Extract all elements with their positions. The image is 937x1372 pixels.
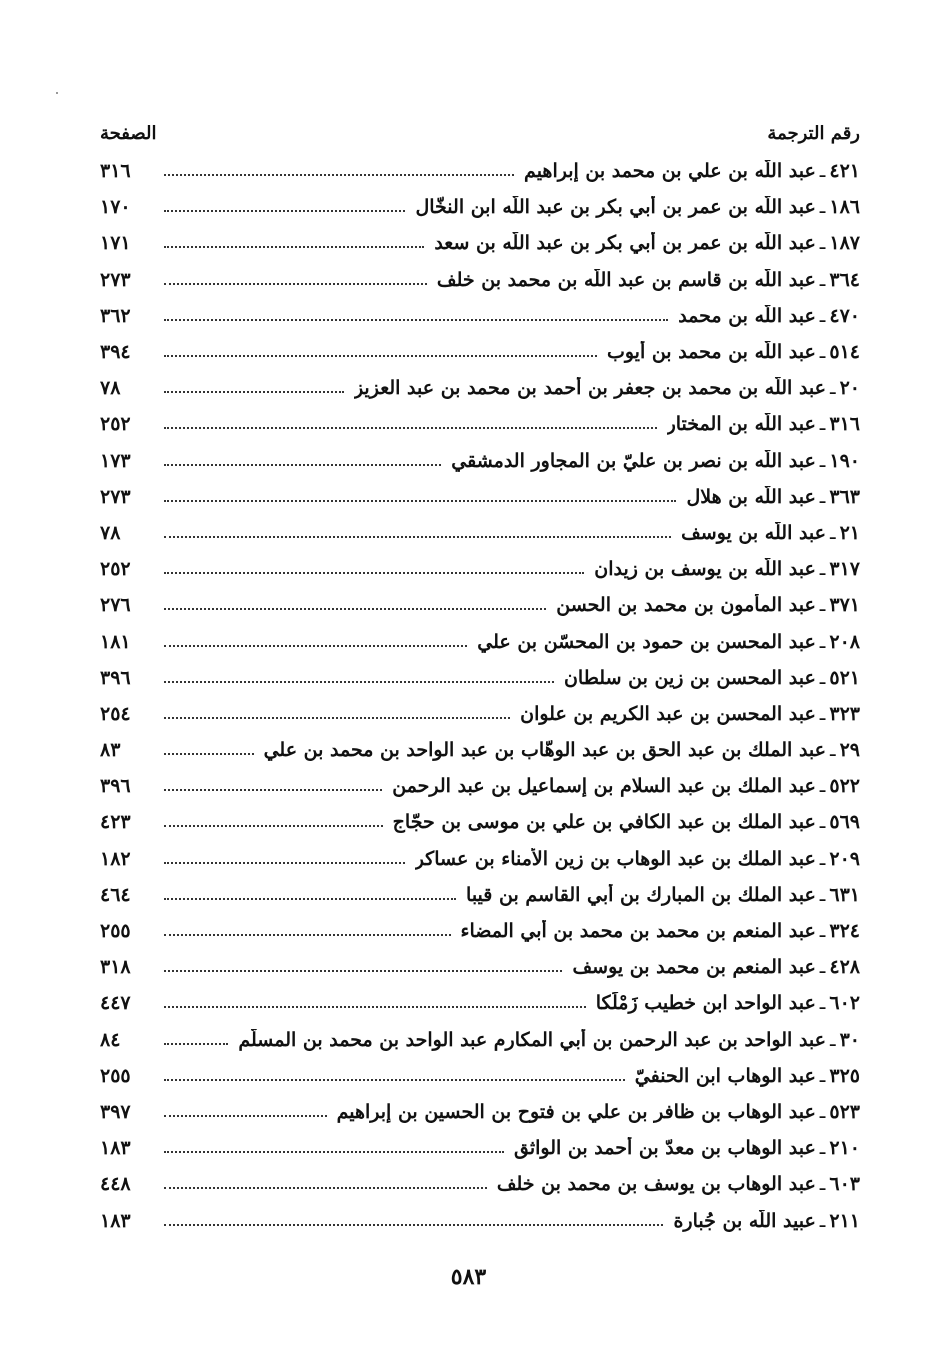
dot-leader [164,427,657,429]
entry-number: ٢١٠ [829,1137,860,1160]
entry-name: عبد الملك بن عبد الحق بن عبد الوهّاب بن عبد الواحد بن محمد بن علي [263,739,826,762]
entry-name: عبد اللَّه بن محمد [678,304,816,327]
dot-leader [164,645,467,647]
entry-number: ٤٢١ [829,160,860,183]
entry-separator: ـ [819,485,826,508]
dot-leader [164,355,597,357]
entry-number: ٢١ [839,521,860,544]
entry-number: ٦٠٣ [829,1173,860,1196]
index-header [100,120,860,146]
entry-name: عبد الوهاب بن معدّ بن أحمد بن الواثق [514,1137,816,1160]
index-entry-row [100,768,860,804]
entry-page-number: ٨٣ [100,739,121,762]
entry-separator: ـ [819,630,826,653]
entry-number: ٥٦٩ [829,811,860,834]
index-entry-row [100,985,860,1021]
entry-separator: ـ [819,702,826,725]
index-entry-row [100,1094,860,1130]
entry-name: عبد المنعم بن محمد بن يوسف [572,956,816,979]
entry-number: ٣٢٥ [829,1064,860,1087]
entry-separator: ـ [819,594,826,617]
entry-separator: ـ [819,1064,826,1087]
dot-leader [164,717,510,719]
entry-page-number: ١٨٣ [100,1137,131,1160]
entry-page-number: ٧٨ [100,521,121,544]
dot-leader [164,970,562,972]
dot-leader [164,500,676,502]
entry-separator: ـ [819,920,826,943]
dot-leader [164,789,382,791]
entry-separator: ـ [819,1100,826,1123]
entry-separator: ـ [819,666,826,689]
entry-separator: ـ [819,232,826,255]
dot-leader [164,1043,228,1045]
entry-page-number: ٢٥٥ [100,920,131,943]
entry-number: ٣١٦ [829,413,860,436]
index-entry-row [100,877,860,913]
dot-leader [164,283,427,285]
entry-name: عبد اللَّه بن علي بن محمد بن إبراهيم [524,160,816,183]
entry-number: ٣٧١ [829,594,860,617]
entry-name: عبد اللَّه بن يوسف [681,521,826,544]
index-entry-row [100,189,860,225]
entry-number: ٥٢٣ [829,1100,860,1123]
entry-separator: ـ [819,775,826,798]
entry-page-number: ٤٦٤ [100,883,131,906]
entry-page-number: ٣٦٢ [100,304,131,327]
dot-leader [164,210,405,212]
dot-leader [164,464,441,466]
entry-name: عبد الملك بن عبد الوهاب بن زين الأمناء بن عساكر [414,847,816,870]
index-entry-row [100,515,860,551]
entry-name: عبد المنعم بن محمد بن محمد بن أبي المضاء [460,920,816,943]
entry-name: عبد الوهاب بن ظافر بن علي بن فتوح بن الحسين بن إبراهيم [336,1100,816,1123]
entry-page-number: ١٧٠ [100,196,131,219]
entry-separator: ـ [819,196,826,219]
entry-page-number: ١٨٣ [100,1209,131,1232]
entry-page-number: ٨٤ [100,1028,121,1051]
entry-number: ٣١٧ [829,558,860,581]
dot-leader [164,898,456,900]
index-entry-row [100,804,860,840]
entry-number: ١٩٠ [829,449,860,472]
entry-number: ٦٠٢ [829,992,860,1015]
entry-separator: ـ [830,1028,836,1051]
entry-separator: ـ [830,377,836,400]
entry-number: ٢٠٨ [829,630,860,653]
entry-separator: ـ [819,992,826,1015]
entry-name: عبد الملك بن عبد الكافي بن علي بن موسى بن حجّاج [392,811,816,834]
entry-number: ١٨٦ [829,196,860,219]
index-entry-row [100,406,860,442]
entry-name: عبد المحسن بن زين بن سلطان [563,666,816,689]
index-entry-row [100,913,860,949]
entry-name: عبد المحسن بن عبد الكريم بن علوان [520,702,816,725]
entry-number: ٢٠ [839,377,860,400]
scan-speck [56,92,58,94]
entry-number: ١٨٧ [829,232,860,255]
entry-name: عبد اللَّه بن نصر بن عليّ بن المجاور الدمشقي [451,449,816,472]
entry-name: عبد المأمون بن محمد بن الحسن [556,594,816,617]
entry-page-number: ١٧١ [100,232,131,255]
index-entry-row [100,225,860,261]
dot-leader [164,572,584,574]
entry-name: عبد اللَّه بن هلال [686,485,816,508]
page-number: ٥٨٣ [450,1264,487,1290]
dot-leader [164,753,254,755]
entry-number: ٥٢٢ [829,775,860,798]
entry-page-number: ٢٥٢ [100,558,131,581]
entry-separator: ـ [819,883,826,906]
entry-name: عبد اللَّه بن محمد بن أيوب [606,341,816,364]
dot-leader [164,1006,586,1008]
entry-page-number: ٢٧٣ [100,485,131,508]
entry-number: ٢١١ [829,1209,860,1232]
entry-name: عبد اللَّه بن يوسف بن زيدان [594,558,816,581]
index-entry-list [100,153,860,1239]
page-column-heading: الصفحة [100,122,157,144]
index-entry-row [100,262,860,298]
entry-page-number: ٣١٨ [100,956,131,979]
dot-leader [164,862,405,864]
dot-leader [164,246,424,248]
entry-name: عبد اللَّه بن المختار [666,413,816,436]
entry-separator: ـ [819,341,826,364]
entry-page-number: ٢٥٥ [100,1064,131,1087]
entry-separator: ـ [819,413,826,436]
index-entry-row [100,1130,860,1166]
entry-name: عبيد اللَّه بن جُبارة [673,1209,816,1232]
entry-page-number: ٣٩٦ [100,775,131,798]
entry-separator: ـ [819,558,826,581]
entry-number: ٣٦٣ [829,485,860,508]
entry-separator: ـ [819,304,826,327]
entry-page-number: ٤٢٣ [100,811,131,834]
entry-separator: ـ [830,739,836,762]
dot-leader [164,681,554,683]
entry-separator: ـ [819,811,826,834]
entry-separator: ـ [819,449,826,472]
entry-number: ٥١٤ [829,341,860,364]
dot-leader [164,536,671,538]
dot-leader [164,1224,663,1226]
entry-page-number: ٧٨ [100,377,121,400]
entry-page-number: ٣١٦ [100,160,131,183]
dot-leader [164,608,546,610]
entry-page-number: ٢٧٣ [100,268,131,291]
entry-number: ٤٧٠ [829,304,860,327]
entry-separator: ـ [819,1209,826,1232]
index-entry-row [100,623,860,659]
entry-number: ٣٦٤ [829,268,860,291]
entry-page-number: ٢٥٤ [100,702,131,725]
entry-page-number: ١٨١ [100,630,131,653]
index-entry-row [100,660,860,696]
entry-separator: ـ [819,956,826,979]
dot-leader [164,934,451,936]
index-entry-row [100,696,860,732]
entry-name: عبد اللَّه بن قاسم بن عبد اللَّه بن محمد بن خلف [436,268,816,291]
index-entry-row [100,1202,860,1238]
dot-leader [164,1151,504,1153]
entry-page-number: ٣٩٦ [100,666,131,689]
entry-number: ٤٢٨ [829,956,860,979]
entry-number: ٢٩ [839,739,860,762]
index-entry-row [100,479,860,515]
entry-number: ٢٠٩ [829,847,860,870]
entry-name: عبد اللَّه بن عمر بن أبي بكر بن عبد اللَّه ابن النخّال [415,196,816,219]
entry-name: عبد الملك بن المبارك بن أبي القاسم بن قيبا [466,883,816,906]
dot-leader [164,174,514,176]
entry-separator: ـ [830,521,836,544]
index-entry-row [100,1022,860,1058]
entry-page-number: ٤٤٨ [100,1173,131,1196]
entry-number: ٣٢٤ [829,920,860,943]
index-entry-row [100,1166,860,1202]
entry-page-number: ١٧٣ [100,449,131,472]
dot-leader [164,1079,625,1081]
entry-page-number: ٣٩٤ [100,341,131,364]
entry-name: عبد اللَّه بن عمر بن أبي بكر بن عبد اللَّه بن سعد [434,232,816,255]
index-entry-row [100,443,860,479]
entry-page-number: ٣٩٧ [100,1100,131,1123]
entry-page-number: ٢٧٦ [100,594,131,617]
entry-separator: ـ [819,847,826,870]
entry-number: ٣٠ [839,1028,860,1051]
index-entry-row [100,1058,860,1094]
entry-name: عبد الوهاب ابن الحنفيّ [634,1064,816,1087]
index-entry-row [100,370,860,406]
entry-name: عبد الملك بن عبد السلام بن إسماعيل بن عبد الرحمن [392,775,816,798]
index-entry-row [100,298,860,334]
index-entry-row [100,949,860,985]
index-entry-row [100,587,860,623]
dot-leader [164,319,668,321]
entry-separator: ـ [819,1173,826,1196]
entry-page-number: ٢٥٢ [100,413,131,436]
entry-number-column-heading: رقم الترجمة [767,122,860,144]
index-entry-row [100,153,860,189]
entry-number: ٥٢١ [829,666,860,689]
index-entry-row [100,334,860,370]
entry-name: عبد الواحد بن عبد الرحمن بن أبي المكارم عبد الواحد بن محمد بن المسلَّم [238,1028,826,1051]
entry-separator: ـ [819,160,826,183]
entry-number: ٣٢٣ [829,702,860,725]
entry-number: ٦٣١ [829,883,860,906]
entry-name: عبد الوهاب بن يوسف بن محمد بن خلف [496,1173,816,1196]
dot-leader [164,391,344,393]
index-entry-row [100,551,860,587]
entry-separator: ـ [819,1137,826,1160]
entry-name: عبد الواحد ابن خطيب زَمْلَكا [595,992,816,1015]
index-entry-row [100,841,860,877]
dot-leader [164,1187,487,1189]
entry-separator: ـ [819,268,826,291]
entry-page-number: ٤٤٧ [100,992,131,1015]
index-entry-row [100,732,860,768]
entry-page-number: ١٨٢ [100,847,131,870]
dot-leader [164,1115,327,1117]
dot-leader [164,825,383,827]
entry-name: عبد اللَّه بن محمد بن جعفر بن أحمد بن محمد بن عبد العزيز [353,377,826,400]
entry-name: عبد المحسن بن حمود بن المحسّن بن علي [477,630,816,653]
